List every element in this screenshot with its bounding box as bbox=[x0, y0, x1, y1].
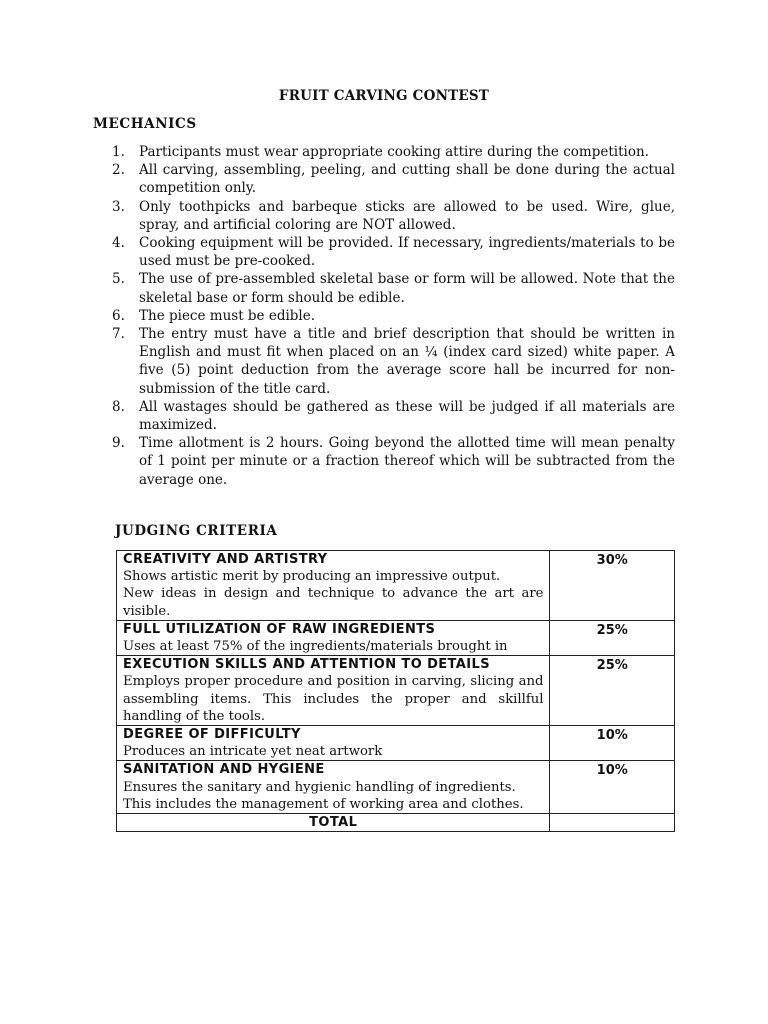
item-text: Only toothpicks and barbeque sticks are allowed to be used. Wire, glue, spray, and artificial coloring are NOT allowed. bbox=[139, 198, 675, 233]
table-row bbox=[117, 656, 675, 726]
criterion-cell bbox=[117, 620, 550, 655]
item-number: 1. bbox=[112, 144, 125, 160]
item-text: The use of pre-assembled skeletal base or form will be allowed. Note that the skeletal base or form should be edible. bbox=[139, 271, 675, 306]
criterion-name: EXECUTION SKILLS AND ATTENTION TO DETAILS bbox=[123, 657, 490, 673]
criterion-description: Produces an intricate yet neat artwork bbox=[123, 744, 383, 760]
mechanics-item bbox=[112, 198, 675, 234]
criterion-name: SANITATION AND HYGIENE bbox=[123, 762, 325, 778]
criterion-description: Employs proper procedure and position in carving, slicing and assembling items. This includes the proper and skillful handling of the tools. bbox=[123, 674, 544, 724]
criterion-percent: 25% bbox=[550, 656, 675, 726]
document-title: FRUIT CARVING CONTEST bbox=[278, 88, 490, 104]
criterion-description: Uses at least 75% of the ingredients/materials brought in bbox=[123, 639, 508, 655]
criterion-name: FULL UTILIZATION OF RAW INGREDIENTS bbox=[123, 621, 436, 637]
table-row bbox=[117, 620, 675, 655]
criterion-percent: 25% bbox=[550, 620, 675, 655]
mechanics-item bbox=[112, 398, 675, 434]
item-text: Time allotment is 2 hours. Going beyond the allotted time will mean penalty of 1 point per minute or a fraction thereof which will be subtracted from the average one. bbox=[139, 435, 675, 488]
item-text: The piece must be edible. bbox=[139, 307, 316, 324]
mechanics-item bbox=[112, 325, 675, 398]
item-text: All wastages should be gathered as these will be judged if all materials are maximized. bbox=[139, 398, 675, 434]
total-label: TOTAL bbox=[117, 814, 550, 832]
criterion-percent: 10% bbox=[550, 761, 675, 814]
criterion-percent: 10% bbox=[550, 726, 675, 761]
item-text: Cooking equipment will be provided. If necessary, ingredients/materials to be used must be pre-cooked. bbox=[139, 235, 675, 270]
criterion-description: New ideas in design and technique to advance the art are visible. bbox=[123, 586, 544, 619]
mechanics-item bbox=[112, 434, 675, 489]
table-row bbox=[117, 761, 675, 814]
item-number: 8. bbox=[112, 398, 125, 415]
criterion-cell bbox=[117, 726, 550, 761]
mechanics-item bbox=[112, 161, 675, 197]
item-number: 5. bbox=[112, 271, 125, 288]
item-text: The entry must have a title and brief description that should be written in English and must fit when placed on an ¼ (index card sized) white paper. A five (5) point deduction from the average score hall be incurred for non-submission of the title card. bbox=[139, 326, 675, 397]
criterion-percent: 30% bbox=[550, 551, 675, 621]
judging-criteria-heading: JUDGING CRITERIA bbox=[115, 523, 278, 539]
mechanics-item bbox=[112, 234, 675, 270]
mechanics-list bbox=[112, 143, 675, 489]
criterion-description: Ensures the sanitary and hygienic handling of ingredients. bbox=[123, 779, 516, 795]
criterion-name: CREATIVITY AND ARTISTRY bbox=[123, 552, 328, 567]
item-text: All carving, assembling, peeling, and cutting shall be done during the actual competition only. bbox=[139, 162, 675, 197]
total-value bbox=[550, 814, 675, 832]
item-text: Participants must wear appropriate cooking attire during the competition. bbox=[139, 144, 649, 160]
mechanics-item bbox=[112, 270, 675, 306]
criterion-cell bbox=[117, 551, 550, 621]
item-number: 9. bbox=[112, 435, 125, 452]
mechanics-item bbox=[112, 143, 675, 161]
mechanics-heading: MECHANICS bbox=[93, 116, 197, 132]
mechanics-item bbox=[112, 307, 675, 325]
table-row-total bbox=[117, 814, 675, 832]
table-row bbox=[117, 726, 675, 761]
criterion-description: This includes the management of working area and clothes. bbox=[123, 796, 524, 812]
criterion-cell bbox=[117, 656, 550, 726]
item-number: 6. bbox=[112, 307, 125, 324]
item-number: 2. bbox=[112, 162, 125, 179]
item-number: 4. bbox=[112, 235, 125, 252]
criterion-name: DEGREE OF DIFFICULTY bbox=[123, 727, 301, 743]
criterion-cell bbox=[117, 761, 550, 814]
judging-criteria-table bbox=[116, 550, 675, 832]
item-number: 7. bbox=[112, 326, 125, 343]
table-row bbox=[117, 551, 675, 621]
criterion-description: Shows artistic merit by producing an impressive output. bbox=[123, 569, 501, 585]
item-number: 3. bbox=[112, 198, 125, 215]
